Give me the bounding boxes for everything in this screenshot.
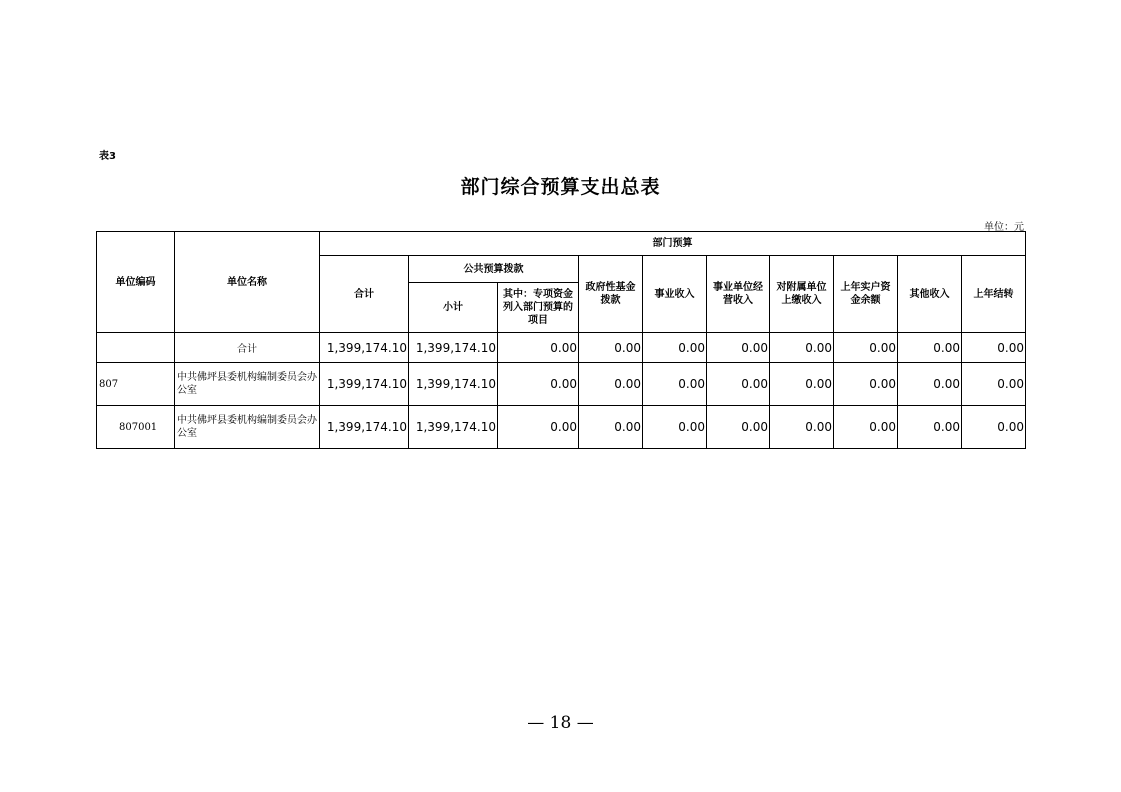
total-cell: 1,399,174.10 <box>320 363 409 406</box>
special-funds-cell: 0.00 <box>498 406 579 449</box>
other-income-cell: 0.00 <box>898 363 962 406</box>
gov-fund-cell: 0.00 <box>579 333 643 363</box>
affiliated-income-cell: 0.00 <box>770 333 834 363</box>
other-income-cell: 0.00 <box>898 406 962 449</box>
header-total: 合计 <box>320 256 409 333</box>
table-row <box>97 333 1026 363</box>
prior-year-carryover-cell: 0.00 <box>962 406 1026 449</box>
business-ops-income-cell: 0.00 <box>707 333 770 363</box>
header-other-income: 其他收入 <box>898 256 962 333</box>
header-subtotal: 小计 <box>409 283 498 333</box>
affiliated-income-cell: 0.00 <box>770 406 834 449</box>
prior-year-balance-cell: 0.00 <box>834 333 898 363</box>
unit-code-cell: 807001 <box>97 406 175 449</box>
table-row <box>97 406 1026 449</box>
header-business-ops-income: 事业单位经营收入 <box>707 256 770 333</box>
header-prior-year-balance: 上年实户资金余额 <box>834 256 898 333</box>
prior-year-carryover-cell: 0.00 <box>962 333 1026 363</box>
gov-fund-cell: 0.00 <box>579 363 643 406</box>
header-business-income: 事业收入 <box>643 256 707 333</box>
unit-name-cell: 中共佛坪县委机构编制委员会办公室 <box>175 363 320 406</box>
prior-year-balance-cell: 0.00 <box>834 363 898 406</box>
table-row <box>97 363 1026 406</box>
header-prior-year-carryover: 上年结转 <box>962 256 1026 333</box>
table-label: 表3 <box>99 151 116 162</box>
business-income-cell: 0.00 <box>643 406 707 449</box>
header-affiliated-income: 对附属单位上缴收入 <box>770 256 834 333</box>
prior-year-carryover-cell: 0.00 <box>962 363 1026 406</box>
total-cell: 1,399,174.10 <box>320 406 409 449</box>
header-gov-fund: 政府性基金拨款 <box>579 256 643 333</box>
header-unit-name: 单位名称 <box>175 232 320 333</box>
business-ops-income-cell: 0.00 <box>707 363 770 406</box>
business-income-cell: 0.00 <box>643 363 707 406</box>
table-header <box>97 232 1026 333</box>
page-number: — 18 — <box>527 713 594 733</box>
gov-fund-cell: 0.00 <box>579 406 643 449</box>
special-funds-cell: 0.00 <box>498 363 579 406</box>
special-funds-cell: 0.00 <box>498 333 579 363</box>
header-special-funds: 其中：专项资金列入部门预算的项目 <box>498 283 579 333</box>
subtotal-cell: 1,399,174.10 <box>409 333 498 363</box>
business-ops-income-cell: 0.00 <box>707 406 770 449</box>
unit-code-cell: 807 <box>97 363 175 406</box>
business-income-cell: 0.00 <box>643 333 707 363</box>
subtotal-cell: 1,399,174.10 <box>409 363 498 406</box>
unit-note: 单位：元 <box>984 222 1024 233</box>
other-income-cell: 0.00 <box>898 333 962 363</box>
unit-code-cell <box>97 333 175 363</box>
unit-name-cell: 合计 <box>175 333 320 363</box>
affiliated-income-cell: 0.00 <box>770 363 834 406</box>
subtotal-cell: 1,399,174.10 <box>409 406 498 449</box>
header-unit-code: 单位编码 <box>97 232 175 333</box>
budget-table <box>96 231 1026 449</box>
prior-year-balance-cell: 0.00 <box>834 406 898 449</box>
page-title: 部门综合预算支出总表 <box>460 176 661 198</box>
header-dept-budget: 部门预算 <box>320 232 1026 256</box>
total-cell: 1,399,174.10 <box>320 333 409 363</box>
unit-name-cell: 中共佛坪县委机构编制委员会办公室 <box>175 406 320 449</box>
header-public-budget: 公共预算拨款 <box>409 256 579 283</box>
